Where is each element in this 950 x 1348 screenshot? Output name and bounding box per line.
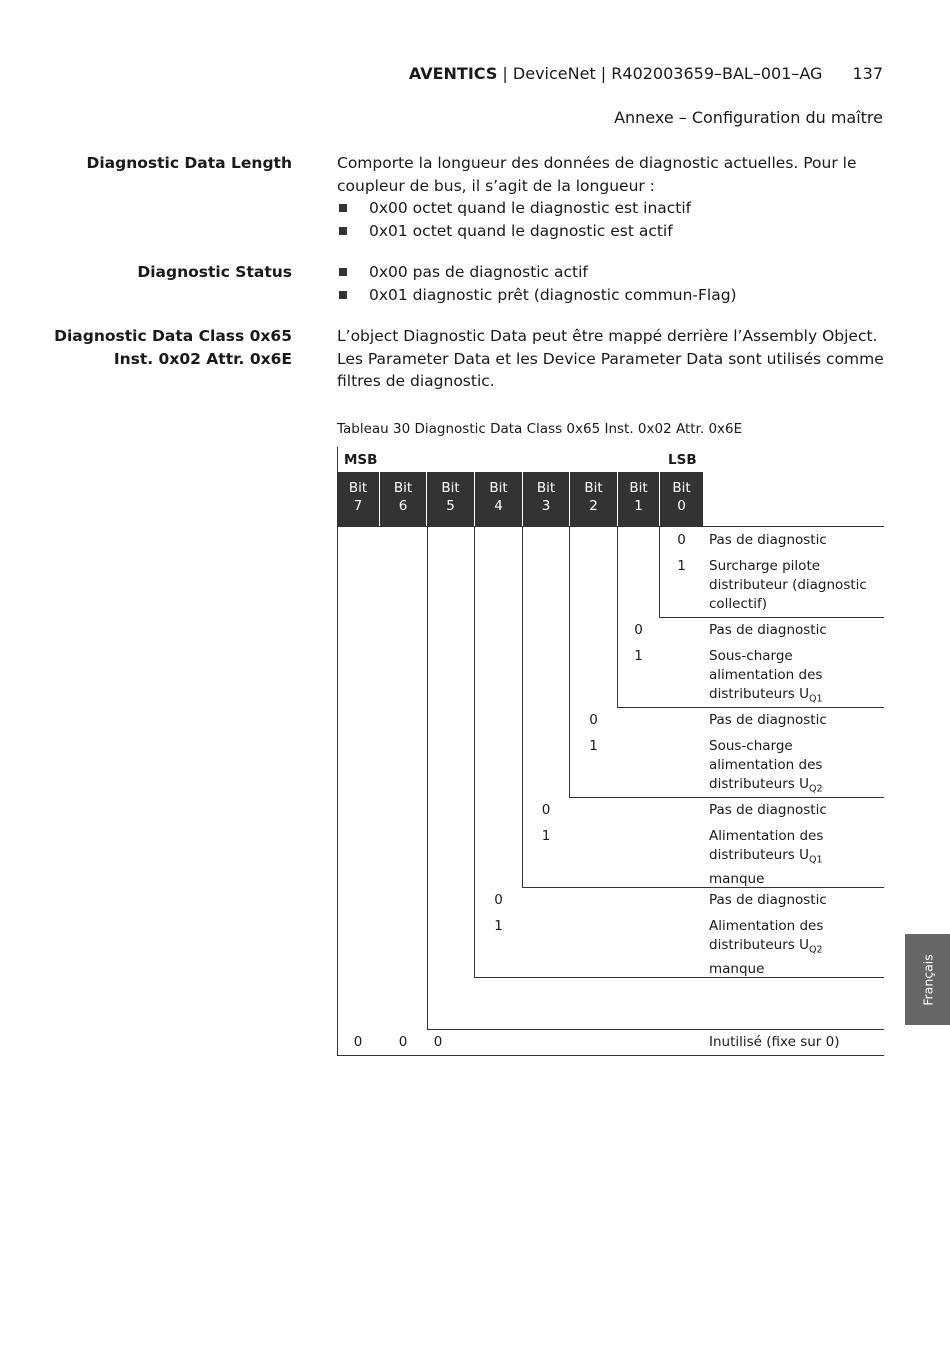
msb-label: MSB <box>344 452 378 468</box>
column-header-bit-4: Bit 4 <box>475 472 522 527</box>
bit-description: Pas de diagnostic <box>709 802 827 818</box>
bit-description: Pas de diagnostic <box>709 892 827 908</box>
bullet-item: 0x00 octet quand le diagnostic est inactif <box>337 197 885 220</box>
table-line <box>427 1029 884 1030</box>
definition-diagnostic-data-class: L’object Diagnostic Data peut être mappé derrière l’Assembly Object. Les Parameter Data et les Device Parameter Data sont utilisés comme filtres de diagnostic. <box>337 327 884 390</box>
table-line <box>337 526 884 527</box>
column-header-bit-0: Bit 0 <box>660 472 703 527</box>
column-header-bit-6: Bit 6 <box>380 472 426 527</box>
unused-description: Inutilisé (fixe sur 0) <box>709 1034 840 1050</box>
brand-name: AVENTICS <box>408 64 498 83</box>
bit-description: Alimentation des distributeurs $U_{Q2}$ manque <box>709 918 824 977</box>
bit-5-line <box>427 527 428 1030</box>
table-border <box>337 447 338 472</box>
column-header-bit-5: Bit 5 <box>427 472 474 527</box>
bit-2-line <box>569 527 570 798</box>
column-header-bit-2: Bit 2 <box>570 472 617 527</box>
bit-description: Sous-charge alimentation des distributeurs $U_{Q2}$ <box>709 738 823 795</box>
lsb-label: LSB <box>668 452 697 468</box>
bit-value: 1 <box>634 648 643 664</box>
term-line: Inst. 0x02 Attr. 0x6E <box>113 349 292 368</box>
column-header-bit-7: Bit 7 <box>337 472 379 527</box>
bit-description: Pas de diagnostic <box>709 622 827 638</box>
bit-value: 0 <box>634 622 643 638</box>
bit-value: 0 <box>589 712 598 728</box>
bit-value: 1 <box>541 828 551 844</box>
bit-value: 0 <box>494 892 503 908</box>
bit-7-value: 0 <box>353 1034 363 1050</box>
document-reference: | DeviceNet | R402003659–BAL–001–AG <box>497 64 823 83</box>
bit-value: 1 <box>494 918 503 934</box>
bit-value: 0 <box>541 802 551 818</box>
section-title: Annexe – Configuration du maître <box>614 108 883 127</box>
bit-6-value: 0 <box>398 1034 408 1050</box>
term-diagnostic-status: Diagnostic Status <box>137 263 292 281</box>
bit-description: Sous-charge alimentation des distributeurs $U_{Q1}$ <box>709 648 823 705</box>
bullet-item: 0x01 diagnostic prêt (diagnostic commun-Flag) <box>337 284 885 307</box>
term-line: Diagnostic Data Class 0x65 <box>54 327 292 345</box>
bit-value: 0 <box>677 532 686 548</box>
language-tab <box>905 934 950 1025</box>
bit-description: Pas de diagnostic <box>709 532 827 548</box>
bullet-item: 0x01 octet quand le dagnostic est actif <box>337 220 885 243</box>
term-diagnostic-data-class <box>40 325 292 370</box>
page-number: 137 <box>852 64 883 83</box>
column-header-bit-3: Bit 3 <box>523 472 569 527</box>
term-diagnostic-data-length: Diagnostic Data Length <box>86 154 292 172</box>
bit-5-value: 0 <box>433 1034 443 1050</box>
bit-value: 1 <box>677 558 686 574</box>
bit-1-line <box>617 527 618 708</box>
table-caption: Tableau 30 Diagnostic Data Class 0x65 Inst. 0x02 Attr. 0x6E <box>337 421 743 437</box>
bit-description: Pas de diagnostic <box>709 712 827 728</box>
definition-diagnostic-status <box>337 261 885 306</box>
running-header <box>380 64 883 84</box>
definition-text: Comporte la longueur des données de diagnostic actuelles. Pour le coupleur de bus, il s’agit de la longueur : <box>337 154 857 195</box>
bit-description: Alimentation des distributeurs $U_{Q1}$ manque <box>709 828 824 887</box>
table-bottom-line <box>337 1055 884 1056</box>
bit-7-line <box>337 527 338 1056</box>
bit-value: 1 <box>589 738 598 754</box>
table-line <box>659 617 884 618</box>
language-tab-label: Français <box>920 953 935 1006</box>
bullet-item: 0x00 pas de diagnostic actif <box>337 261 885 284</box>
bit-description: Surcharge pilote distributeur (diagnostic collectif) <box>709 558 867 612</box>
column-header-bit-1: Bit 1 <box>618 472 659 527</box>
bit-4-line <box>474 527 475 978</box>
definition-diagnostic-data-length <box>337 152 885 242</box>
